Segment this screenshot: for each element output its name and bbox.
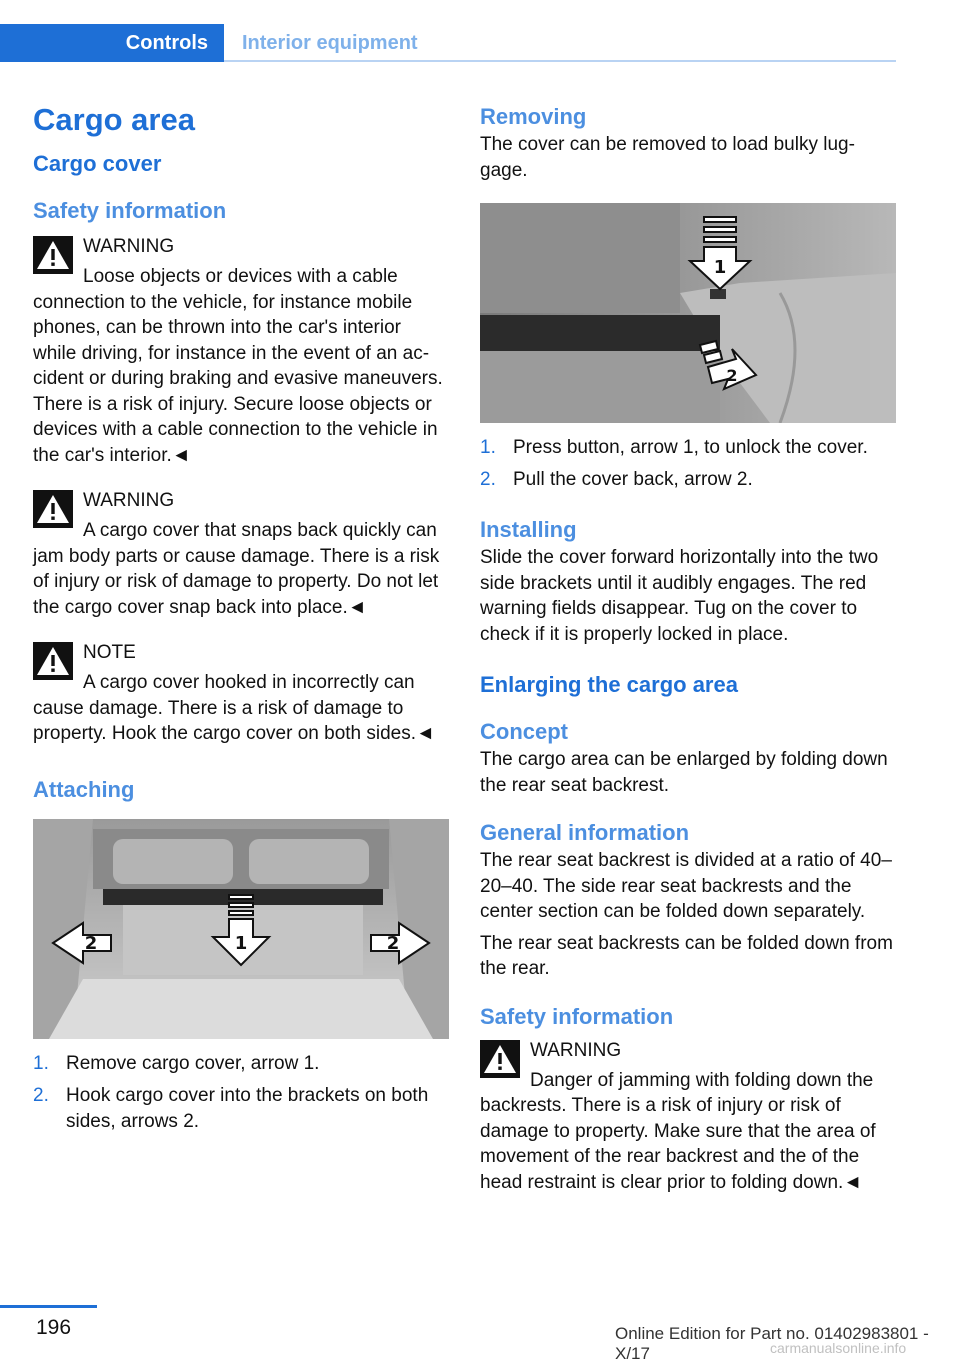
warning-text: Loose objects or devices with a cable connection to the vehicle, for instance mobile phones, can be thrown into the car's interior while driving, for instance in the event of an accident or during braking and evasive maneuvers. There is a risk of injury. Secure loose objects or devices with a cable connection to the vehicle in the car's interior.◄	[33, 266, 443, 466]
figure-attaching-cargo-cover	[33, 819, 449, 1039]
page-number: 196	[36, 1316, 72, 1339]
warning-block-3	[480, 1036, 896, 1196]
step-text: Remove cargo cover, arrow 1.	[66, 1052, 320, 1074]
removing-heading: Removing	[480, 104, 587, 129]
enlarging-heading: Enlarging the cargo area	[480, 672, 738, 697]
list-item	[33, 1083, 449, 1135]
footer-rule	[0, 1305, 97, 1308]
safety-information-heading: Safety information	[33, 198, 227, 223]
attaching-heading: Attaching	[33, 776, 135, 802]
general-information-heading: General information	[480, 820, 690, 845]
section-title: Cargo area	[33, 102, 195, 137]
general-text-1: The rear seat backrest is divided at a ratio of 40–20–40. The side rear seat backrests and the center section can be folded down separately.	[480, 850, 892, 922]
list-item	[33, 1051, 449, 1077]
note-label: NOTE	[83, 642, 136, 663]
warning-text: Danger of jamming with folding down the backrests. There is a risk of injury or risk of damage to property. Make sure that the area of movement of the rear backrest and the of the head restraint is clear prior to folding down.◄	[480, 1069, 876, 1193]
page-header	[0, 24, 896, 62]
watermark: carmanualsonline.info	[770, 1340, 907, 1356]
step-number: 2.	[33, 1084, 49, 1106]
installing-heading: Installing	[480, 517, 577, 542]
tab-controls[interactable]: Controls	[0, 24, 224, 62]
warning-label: WARNING	[83, 236, 175, 257]
step-number: 2.	[480, 469, 496, 490]
arrow-label-1: 1	[234, 932, 248, 954]
step-text: Pull the cover back, arrow 2.	[513, 469, 753, 490]
header-rule	[224, 60, 896, 62]
attaching-steps	[33, 1051, 449, 1135]
general-text-2: The rear seat backrests can be folded down from the rear.	[480, 932, 893, 979]
concept-heading: Concept	[480, 719, 568, 744]
list-item	[480, 435, 896, 461]
list-item	[480, 467, 896, 493]
arrow-label-2: 2	[726, 366, 738, 385]
removing-steps	[480, 435, 896, 493]
step-number: 1.	[480, 437, 496, 458]
arrow-label-1: 1	[713, 257, 727, 278]
arrow-label-2-left: 2	[84, 932, 98, 954]
concept-text: The cargo area can be enlarged by folding down the rear seat backrest.	[480, 749, 888, 796]
removing-text: The cover can be removed to load bulky luggage.	[480, 134, 855, 181]
warning-icon	[33, 236, 73, 274]
left-column	[33, 96, 449, 1135]
warning-icon	[480, 1040, 520, 1078]
warning-block-1	[33, 232, 449, 468]
note-text: A cargo cover hooked in incorrectly can cause damage. There is a risk of damage to property. Hook the cargo cover on both sides.◄	[33, 672, 435, 744]
right-column	[480, 102, 896, 1195]
step-text: Press button, arrow 1, to unlock the cover.	[513, 437, 868, 458]
warning-label: WARNING	[530, 1039, 622, 1061]
warning-label: WARNING	[83, 490, 175, 511]
tab-interior-equipment[interactable]: Interior equipment	[242, 32, 418, 54]
figure-removing-cargo-cover	[480, 203, 896, 423]
cargo-cover-heading: Cargo cover	[33, 151, 162, 176]
note-block	[33, 638, 449, 747]
warning-icon	[33, 490, 73, 528]
warning-text: A cargo cover that snaps back quickly can jam body parts or cause damage. There is a risk of injury or risk of damage to property. Do not let the cargo cover snap back into place.◄	[33, 520, 440, 618]
safety-information-heading-2: Safety information	[480, 1003, 674, 1029]
installing-text: Slide the cover forward horizontally into the two side brackets until it audibly engages. The red warning fields disappear. Tug on the cover to check if it is properly locked in place.	[480, 547, 879, 645]
step-text: Hook cargo cover into the brackets on both sides, arrows 2.	[66, 1084, 429, 1132]
step-number: 1.	[33, 1052, 49, 1074]
arrow-label-2-right: 2	[386, 932, 400, 954]
warning-block-2	[33, 486, 449, 620]
caution-icon	[33, 642, 73, 680]
edition-text: Online Edition for Part no. 01402983801 - X/17	[615, 1324, 929, 1363]
